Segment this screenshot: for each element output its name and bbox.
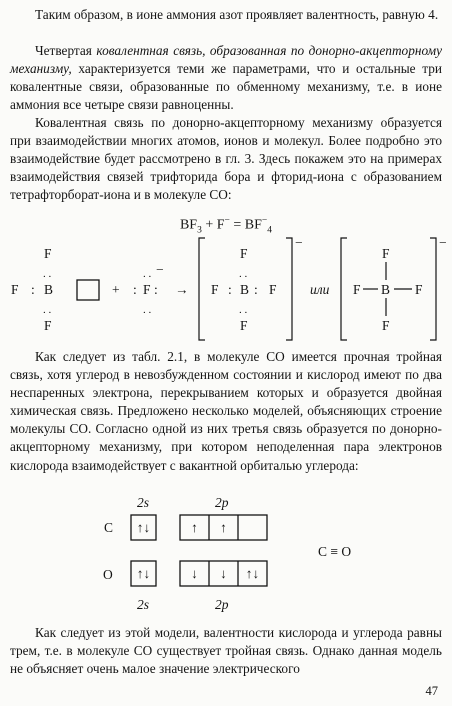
oxygen-2s-electrons: ↑↓ bbox=[136, 566, 151, 581]
equation-equals: = bbox=[229, 217, 245, 233]
paragraph-fourth-bond-rest: характеризуется теми же параметрами, что и остальные три ковалентные связи, образованные по обменному механизму, т.е. в ионе аммония все четыре связи равноценны. bbox=[10, 61, 442, 113]
oxygen-2p-cell-1: ↓ bbox=[191, 566, 198, 581]
bf4-bottom-fluorine: F bbox=[240, 318, 248, 333]
bf3-top-fluorine: F bbox=[44, 246, 52, 261]
or-word: или bbox=[310, 282, 330, 297]
carbon-2s-electrons: ↑↓ bbox=[136, 520, 151, 535]
equation-plus: + bbox=[201, 217, 217, 233]
carbon-2p-cell-1: ↑ bbox=[191, 520, 198, 535]
equation-bf3: BF bbox=[179, 217, 198, 233]
equation-superscript-minus: − bbox=[224, 216, 230, 226]
label-2s-bottom: 2s bbox=[137, 597, 150, 612]
carbon-2p-cell-2: ↑ bbox=[220, 520, 227, 535]
label-2s-top: 2s bbox=[137, 495, 150, 510]
fluoride-fluorine: F bbox=[143, 282, 151, 297]
oxygen-symbol: O bbox=[103, 567, 113, 582]
bf4-left-fluorine: F bbox=[211, 282, 219, 297]
bf4-colon-left: : bbox=[228, 282, 232, 297]
bf3-bottom-fluorine: F bbox=[44, 318, 52, 333]
paragraph-donor-acceptor: Ковалентная связь по донорно-акцепторному механизму образуется при взаимодействии многих атомов, ионов и молекул. Более подробно это взаимодействие будет рассмотрено в гл. 3. Здесь покажем это на примерах взаимодействия связей трифторида бора и фторид-иона с образованием тетрафторборат-иона и в молекуле CO: bbox=[10, 115, 442, 203]
bf3-boron: B bbox=[44, 282, 54, 297]
fluoride-colon-left: : bbox=[133, 282, 137, 297]
equation-fluoride: F bbox=[216, 217, 225, 233]
label-2p-bottom: 2p bbox=[215, 597, 229, 612]
fluoride-bottom-dots: . . bbox=[143, 304, 152, 316]
paragraph-co-bond: Как следует из табл. 2.1, в молекуле CO имеется прочная тройная связь, хотя углерод в невозбужденном состоянии и кислород имеют по два неспаренных электрона, перекрыванием которых и образуется двойная химическая связь. Предложено несколько моделей, объясняющих строение молекулы CO. Согласно одной из них третья связь образуется по донорно-акцепторному механизму, при котором неподеленная пара электронов кислорода взаимодействует с вакантной орбиталью углерода: bbox=[10, 349, 442, 473]
paragraph-ammonium-valence: Таким образом, в ионе аммония азот проявляет валентность, равную 4. bbox=[35, 7, 439, 22]
fluoride-top-dots: . . bbox=[143, 268, 152, 280]
bf4-colon-right: : bbox=[254, 282, 258, 297]
paragraph-fourth-bond-emphasis: ковалентная связь, образованная по донорно-акцепторному механизму, bbox=[10, 43, 442, 77]
bf3-top-dots: . . bbox=[43, 268, 52, 280]
plus-sign: + bbox=[112, 282, 120, 297]
structural-top-fluorine: F bbox=[382, 246, 390, 261]
fluoride-colon-right: : bbox=[154, 282, 158, 297]
structural-boron: B bbox=[381, 282, 391, 297]
bf3-left-fluorine: F bbox=[11, 282, 19, 297]
co-triple-bond: C ≡ O bbox=[318, 544, 352, 559]
structural-bottom-fluorine: F bbox=[382, 318, 390, 333]
bracket-2-charge: − bbox=[439, 235, 447, 250]
bf3-bottom-dots: . . bbox=[43, 304, 52, 316]
page-number: 47 bbox=[425, 684, 438, 698]
paragraph-fourth-bond-lead: Четвертая bbox=[35, 43, 97, 58]
paragraph-model-conclusion: Как следует из этой модели, валентности кислорода и углерода равны трем, т.е. в молекуле CO существует тройная связь. Однако данная модель не объясняет очень малое значение электрического bbox=[10, 625, 442, 677]
label-2p-top: 2p bbox=[215, 495, 229, 510]
oxygen-2p-cell-2: ↓ bbox=[220, 566, 227, 581]
bf4-top-dots: . . bbox=[239, 268, 248, 280]
reaction-arrow: → bbox=[175, 282, 189, 297]
bf4-boron: B bbox=[240, 282, 250, 297]
bf4-bottom-dots: . . bbox=[239, 304, 248, 316]
structural-right-fluorine: F bbox=[415, 282, 423, 297]
bf4-top-fluorine: F bbox=[240, 246, 248, 261]
bf4-right-fluorine: F bbox=[269, 282, 277, 297]
fluoride-charge: − bbox=[156, 262, 164, 277]
equation-subscript-3: 3 bbox=[197, 225, 202, 236]
oxygen-2p-cell-3: ↑↓ bbox=[245, 566, 260, 581]
equation-bf4-charge: − bbox=[261, 216, 268, 226]
bracket-1-charge: − bbox=[295, 235, 303, 250]
equation-subscript-4: 4 bbox=[267, 225, 273, 236]
equation-bf4: BF bbox=[244, 217, 262, 233]
structural-left-fluorine: F bbox=[353, 282, 361, 297]
bf3-colon: : bbox=[31, 282, 35, 297]
carbon-symbol: C bbox=[104, 520, 114, 535]
